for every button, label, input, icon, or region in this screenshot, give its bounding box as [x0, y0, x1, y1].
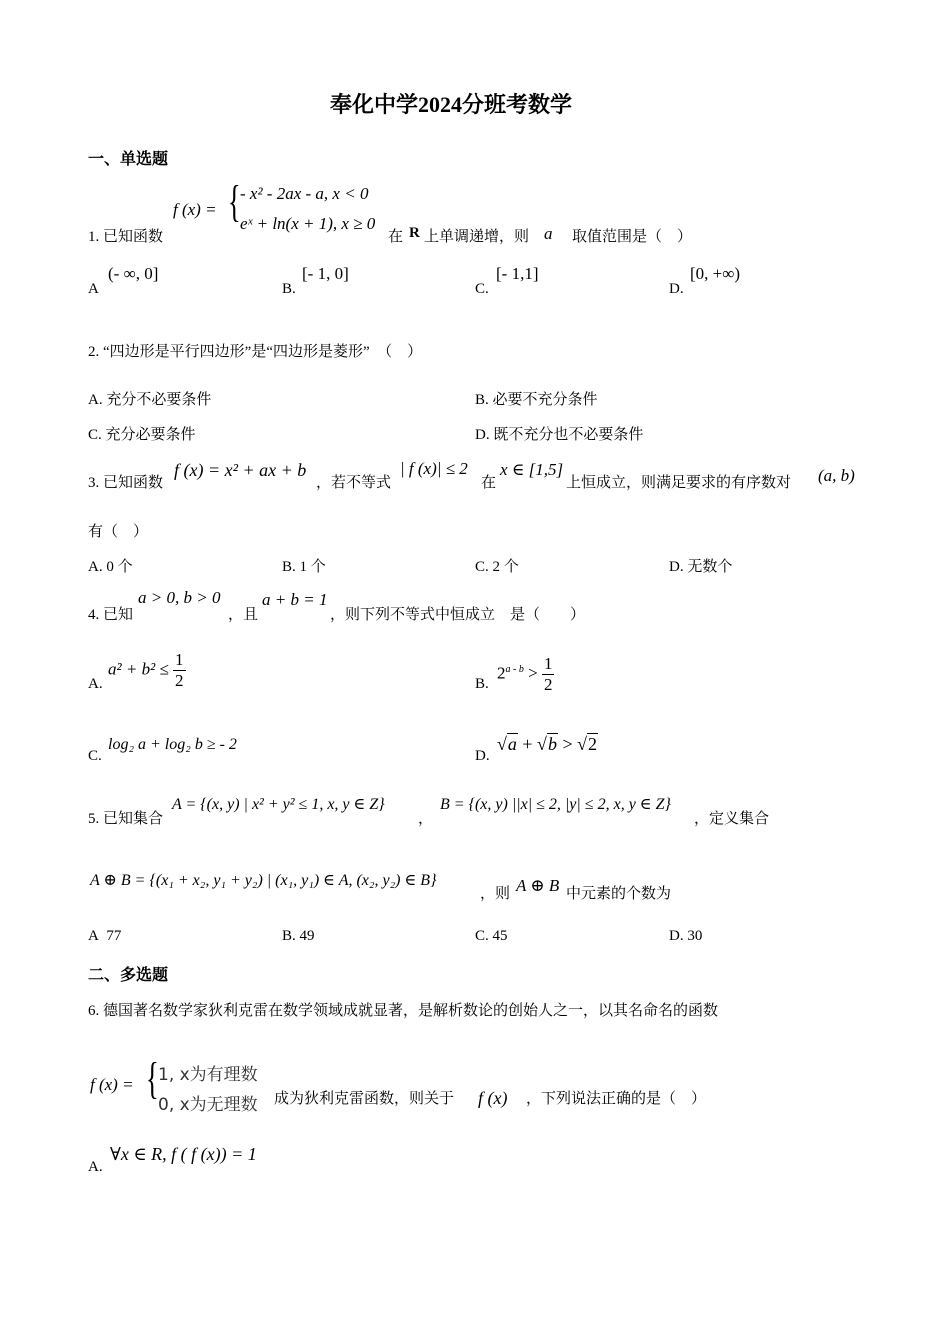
q5-text1: ，定义集合	[694, 811, 770, 827]
q6-text2: ，下列说法正确的是（ ）	[526, 1091, 707, 1107]
q3-pair: (a, b)	[818, 466, 855, 485]
q6-case2: 0, x为无理数	[158, 1095, 258, 1115]
q3-text2: 在	[481, 475, 497, 491]
q3-text3: 上恒成立，则满足要求的有序数对	[566, 475, 792, 491]
q3-option-c: C. 2 个	[475, 559, 519, 575]
q5-prefix: 5. 已知集合	[88, 811, 164, 827]
q4-prefix: 4. 已知	[88, 607, 134, 623]
q4-text1: ，且	[228, 607, 259, 623]
q1-option-b-value: [- 1, 0]	[302, 264, 349, 283]
q4-option-d-expr: √a + √b > √2	[497, 734, 597, 754]
q1-R: R	[409, 225, 420, 241]
q1-case2: eˣ + ln(x + 1), x ≥ 0	[240, 214, 376, 233]
q1-option-d-value: [0, +∞)	[690, 264, 741, 283]
q6-option-a-expr: ∀x ∈ R, f ( f (x)) = 1	[110, 1144, 257, 1164]
q2-option-c: C. 充分必要条件	[88, 427, 196, 443]
q4-option-b-expr: 2$^{a - b}$ > $\frac{1}{2}$	[497, 654, 553, 694]
q5-comma: ，	[418, 811, 434, 827]
q2-option-b: B. 必要不充分条件	[475, 392, 598, 408]
q6-fx: f (x) =	[90, 1075, 134, 1094]
q1-option-d-label: D.	[669, 281, 684, 297]
q3-prefix: 3. 已知函数	[88, 475, 164, 491]
q3-line2: 有（ ）	[88, 524, 149, 540]
q2-option-d: D. 既不充分也不必要条件	[475, 427, 644, 443]
q3-option-a: A. 0 个	[88, 559, 133, 575]
q1-option-b-label: B.	[282, 281, 296, 297]
q5-text2: ，则	[480, 886, 511, 902]
section-heading-single-choice: 一、单选题	[88, 151, 169, 168]
q6-stem: 6. 德国著名数学家狄利克雷在数学领域成就显著，是解析数论的创始人之一，以其名命名的函数	[88, 1003, 719, 1019]
q4-option-a-label: A.	[88, 676, 103, 692]
q1-option-a-label: A	[88, 281, 99, 297]
q5-set-a-plus-b: A ⊕ B = {(x₁ + x₂, y₁ + y₂) | (x₁, y₁) ∈ A, (x₂, y₂) ∈ B}	[90, 872, 437, 889]
q6-option-a-label: A.	[88, 1159, 103, 1175]
page-title: 奉化中学2024分班考数学	[330, 92, 573, 117]
q3-domain: x ∈ [1,5]	[500, 460, 564, 479]
q4-text2: ，则下列不等式中恒成立 是（ ）	[330, 607, 586, 623]
q5-option-b: B. 49	[282, 928, 315, 944]
q6-fx2: f (x)	[478, 1088, 508, 1108]
q1-option-c-value: [- 1,1]	[496, 264, 539, 283]
q3-inequality: | f (x)| ≤ 2	[400, 459, 468, 478]
q5-option-a: A 77	[88, 928, 122, 944]
q5-option-d: D. 30	[669, 928, 703, 944]
q5-text3: 中元素的个数为	[566, 886, 672, 902]
q4-a-numerator: 1	[175, 650, 184, 669]
q4-option-a-expr: a² + b² ≤ $\frac{1}{2}$	[108, 650, 184, 690]
q4-option-c-label: C.	[88, 748, 102, 764]
q4-condition1: a > 0, b > 0	[138, 588, 221, 607]
q4-option-d-label: D.	[475, 748, 490, 764]
q1-brace: {	[228, 177, 241, 226]
q1-mid: 在	[388, 229, 404, 245]
q5-option-c: C. 45	[475, 928, 508, 944]
q1-tail: 取值范围是（ ）	[572, 229, 693, 245]
q5-set-b: B = {(x, y) ||x| ≤ 2, |y| ≤ 2, x, y ∈ Z}	[440, 796, 671, 813]
q1-fx: f (x) =	[173, 200, 217, 219]
q4-condition2: a + b = 1	[262, 590, 328, 609]
q1-rest: 上单调递增，则	[424, 229, 530, 245]
q1-option-a-value: (- ∞, 0]	[108, 264, 159, 283]
q1-a: a	[544, 224, 553, 243]
q4-a-denominator: 2	[175, 671, 184, 690]
q1-case1: - x² - 2ax - a, x < 0	[240, 184, 369, 203]
q1-prefix: 1. 已知函数	[88, 229, 164, 245]
q2-option-a: A. 充分不必要条件	[88, 392, 212, 408]
q1-option-c-label: C.	[475, 281, 489, 297]
q4-option-b-label: B.	[475, 676, 489, 692]
q6-text1: 成为狄利克雷函数，则关于	[274, 1091, 455, 1107]
q4-option-c-expr: log₂ a + log₂ b ≥ - 2	[108, 736, 237, 753]
q6-brace: {	[146, 1054, 159, 1103]
q3-option-b: B. 1 个	[282, 559, 326, 575]
section-heading-multiple-choice: 二、多选题	[88, 967, 169, 984]
q6-case1: 1, x为有理数	[158, 1065, 258, 1085]
q5-set-a: A = {(x, y) | x² + y² ≤ 1, x, y ∈ Z}	[172, 796, 385, 813]
q5-a-plus-b: A ⊕ B	[516, 876, 560, 895]
q2-stem: 2. “四边形是平行四边形”是“四边形是菱形” （ ）	[88, 344, 423, 360]
q3-text1: ，若不等式	[316, 475, 392, 491]
q3-option-d: D. 无数个	[669, 559, 733, 575]
q3-fx: f (x) = x² + ax + b	[174, 460, 307, 480]
